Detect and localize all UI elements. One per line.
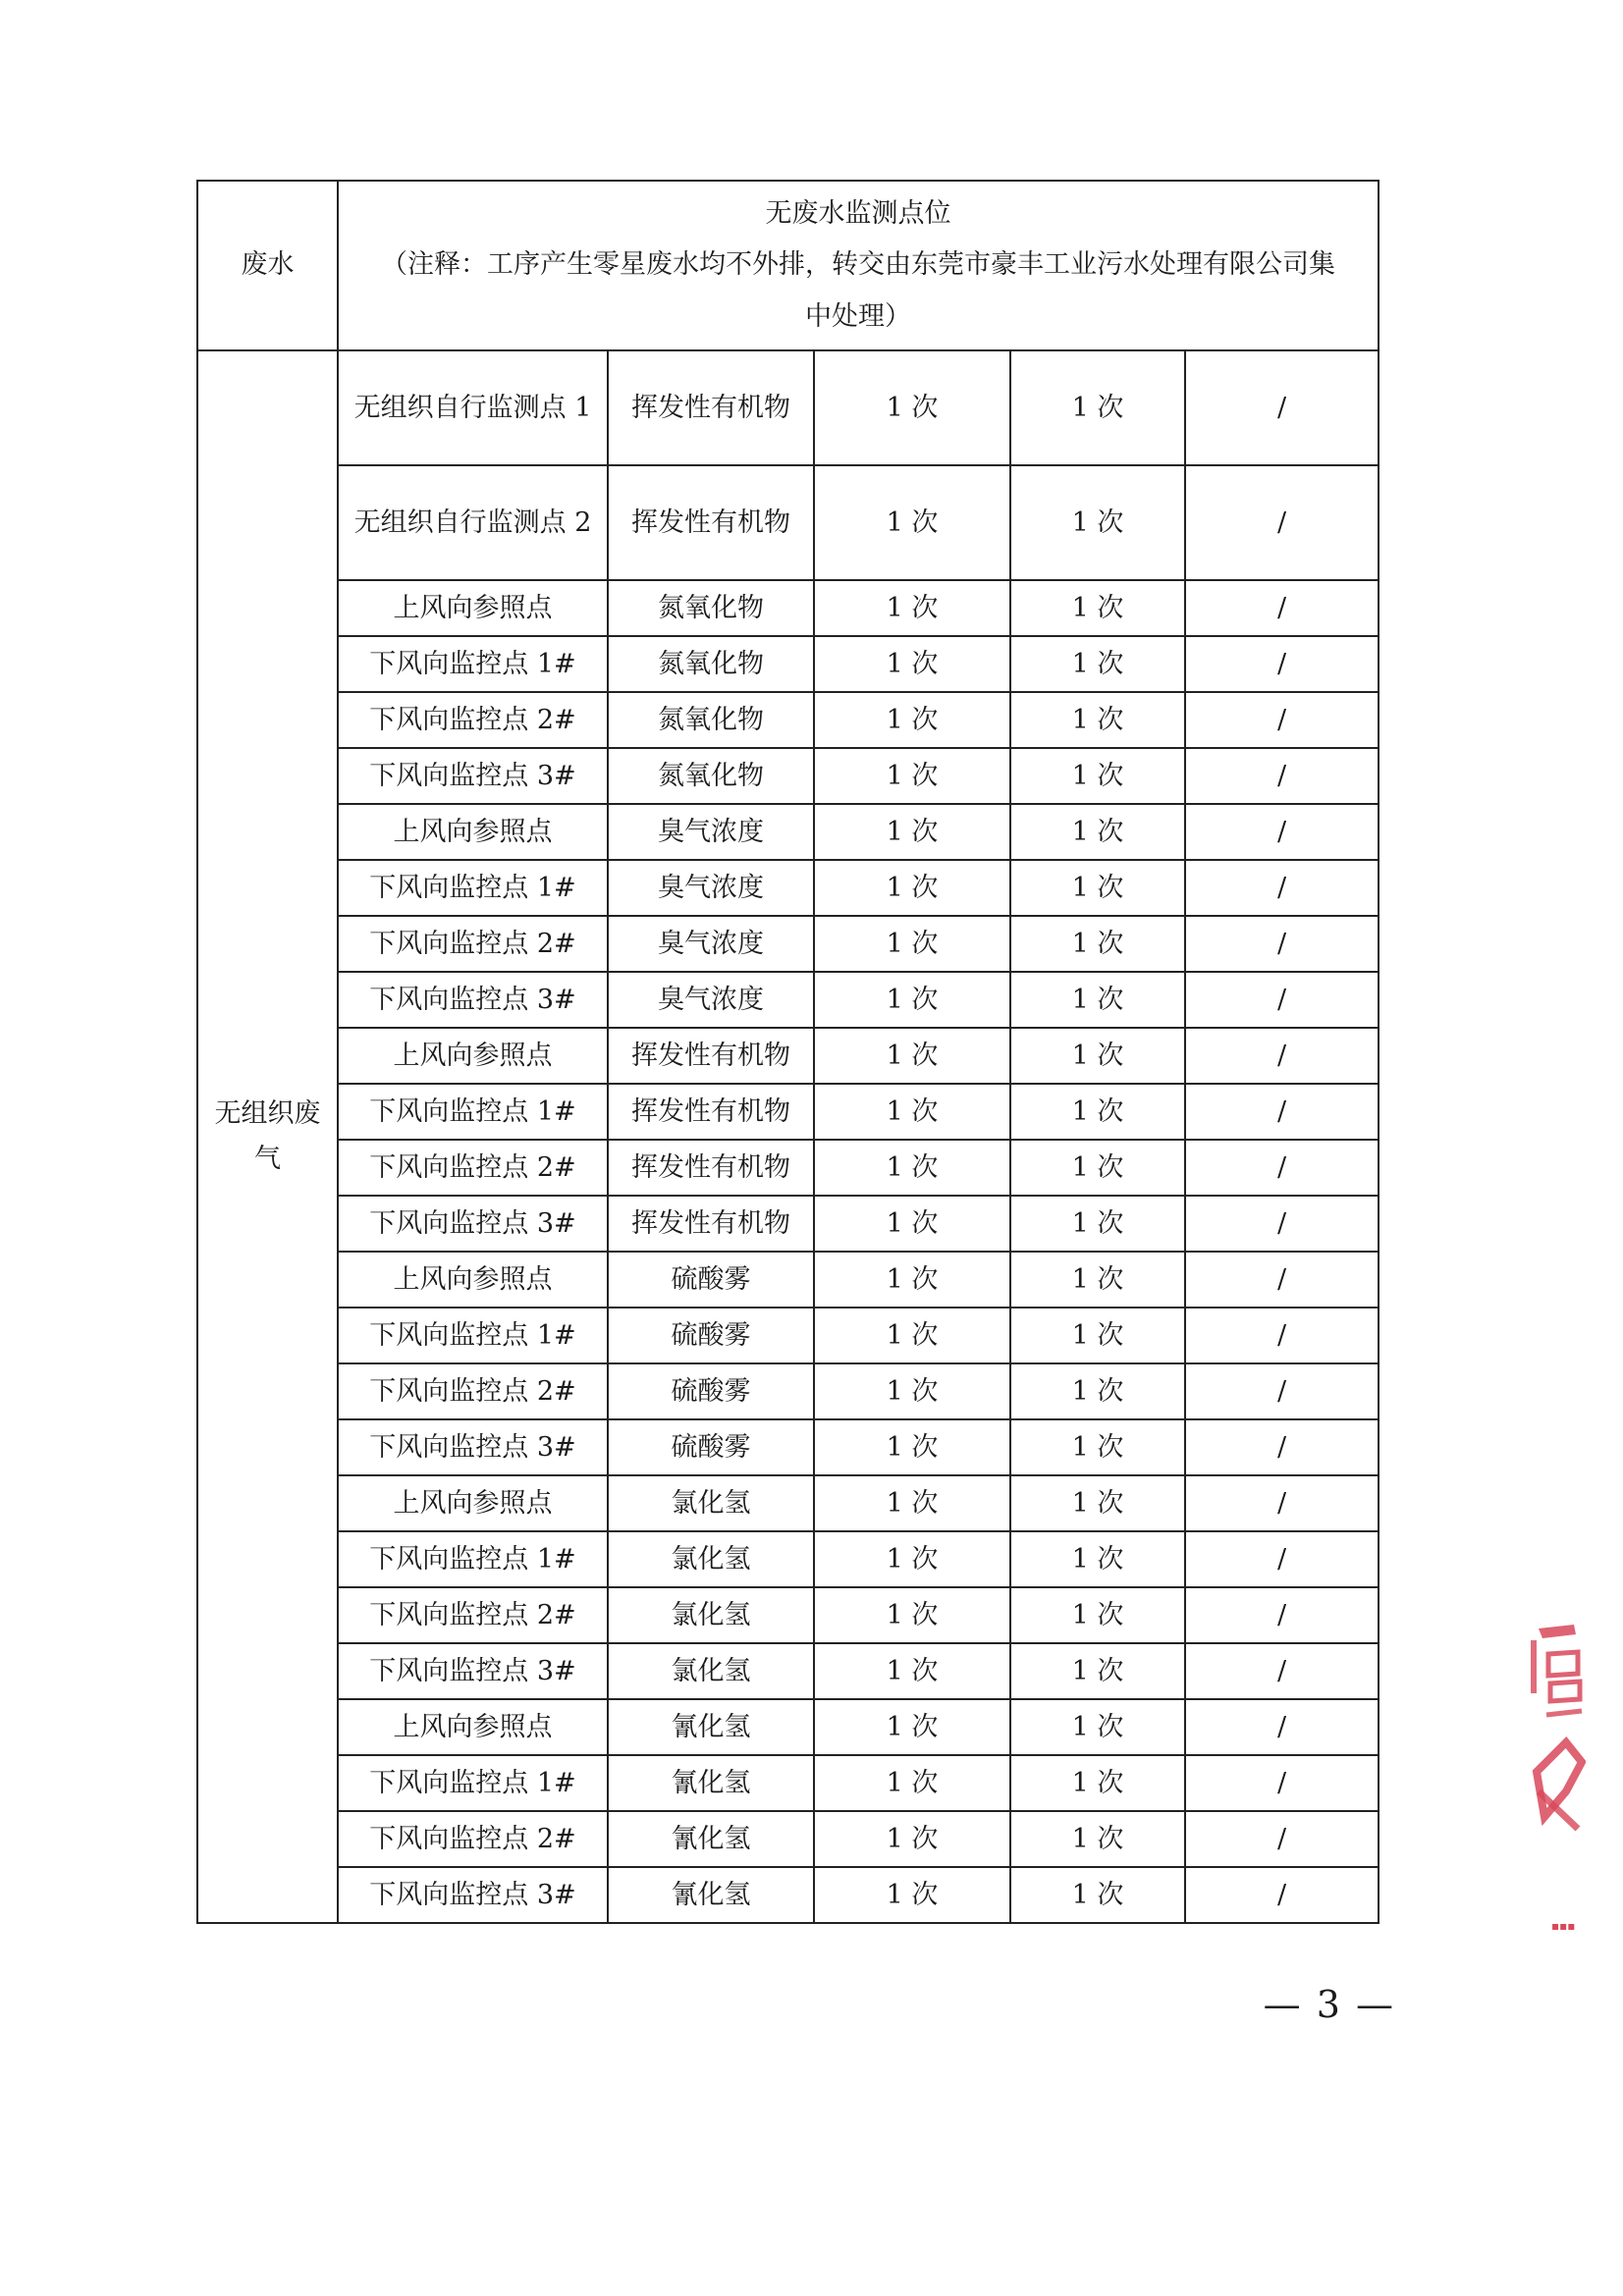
- note-cell: /: [1185, 1084, 1379, 1140]
- frequency-cell: 1 次: [1010, 636, 1185, 692]
- wastewater-row: [197, 181, 1379, 350]
- note-cell: /: [1185, 580, 1379, 636]
- pollutant-cell: 氯化氢: [608, 1643, 814, 1699]
- frequency-cell: 1 次: [1010, 1699, 1185, 1755]
- pollutant-cell: 氯化氢: [608, 1587, 814, 1643]
- monitoring-point-cell: 下风向监控点 3#: [338, 1867, 608, 1923]
- table-row: [197, 1028, 1379, 1084]
- frequency-cell: 1 次: [1010, 916, 1185, 972]
- table-row: [197, 916, 1379, 972]
- frequency-cell: 1 次: [1010, 1140, 1185, 1196]
- pollutant-cell: 氮氧化物: [608, 636, 814, 692]
- wastewater-note-cell: [338, 181, 1379, 350]
- pollutant-cell: 挥发性有机物: [608, 1140, 814, 1196]
- table-row: [197, 1531, 1379, 1587]
- pollutant-cell: 硫酸雾: [608, 1252, 814, 1308]
- table-row: [197, 972, 1379, 1028]
- pollutant-cell: 氰化氢: [608, 1699, 814, 1755]
- frequency-cell: 1 次: [814, 1531, 1010, 1587]
- frequency-cell: 1 次: [1010, 1084, 1185, 1140]
- table-row: [197, 1196, 1379, 1252]
- note-cell: /: [1185, 1587, 1379, 1643]
- frequency-cell: 1 次: [814, 860, 1010, 916]
- table-row: [197, 1811, 1379, 1867]
- pollutant-cell: 挥发性有机物: [608, 1084, 814, 1140]
- frequency-cell: 1 次: [1010, 1643, 1185, 1699]
- monitoring-point-cell: 无组织自行监测点 1: [338, 350, 608, 465]
- frequency-cell: 1 次: [814, 465, 1010, 580]
- monitoring-point-cell: 下风向监控点 2#: [338, 1140, 608, 1196]
- frequency-cell: 1 次: [814, 1196, 1010, 1252]
- pollutant-cell: 氮氧化物: [608, 692, 814, 748]
- frequency-cell: 1 次: [814, 972, 1010, 1028]
- table-row: [197, 1084, 1379, 1140]
- frequency-cell: 1 次: [1010, 1363, 1185, 1419]
- pollutant-cell: 挥发性有机物: [608, 350, 814, 465]
- stamp-fragment-icon: ▪▪▪: [1551, 1919, 1576, 1933]
- wastewater-note-line: （注释：工序产生零星废水均不外排，转交由东莞市豪丰工业污水处理有限公司集: [381, 249, 1336, 281]
- monitoring-point-cell: 下风向监控点 3#: [338, 972, 608, 1028]
- table-row: [197, 1419, 1379, 1475]
- monitoring-point-cell: 下风向监控点 2#: [338, 692, 608, 748]
- frequency-cell: 1 次: [814, 1811, 1010, 1867]
- monitoring-point-cell: 下风向监控点 3#: [338, 748, 608, 804]
- note-cell: /: [1185, 1811, 1379, 1867]
- pollutant-cell: 硫酸雾: [608, 1419, 814, 1475]
- page-number: — 3 —: [1263, 1983, 1395, 2026]
- table-row: [197, 748, 1379, 804]
- frequency-cell: 1 次: [1010, 1755, 1185, 1811]
- frequency-cell: 1 次: [1010, 465, 1185, 580]
- frequency-cell: 1 次: [1010, 1196, 1185, 1252]
- monitoring-point-cell: 下风向监控点 1#: [338, 860, 608, 916]
- monitoring-point-cell: 下风向监控点 3#: [338, 1196, 608, 1252]
- frequency-cell: 1 次: [814, 350, 1010, 465]
- pollutant-cell: 硫酸雾: [608, 1308, 814, 1363]
- frequency-cell: 1 次: [814, 1084, 1010, 1140]
- table-row: [197, 1252, 1379, 1308]
- monitoring-point-cell: 上风向参照点: [338, 580, 608, 636]
- frequency-cell: 1 次: [1010, 1811, 1185, 1867]
- pollutant-cell: 硫酸雾: [608, 1363, 814, 1419]
- frequency-cell: 1 次: [1010, 1587, 1185, 1643]
- frequency-cell: 1 次: [1010, 1308, 1185, 1363]
- table-row: [197, 1308, 1379, 1363]
- note-cell: /: [1185, 1028, 1379, 1084]
- frequency-cell: 1 次: [1010, 1419, 1185, 1475]
- frequency-cell: 1 次: [814, 636, 1010, 692]
- frequency-cell: 1 次: [1010, 1867, 1185, 1923]
- table-row: [197, 1140, 1379, 1196]
- monitoring-point-cell: 上风向参照点: [338, 804, 608, 860]
- note-cell: /: [1185, 636, 1379, 692]
- table-row: [197, 465, 1379, 580]
- frequency-cell: 1 次: [814, 1028, 1010, 1084]
- frequency-cell: 1 次: [1010, 1531, 1185, 1587]
- note-cell: /: [1185, 1252, 1379, 1308]
- frequency-cell: 1 次: [814, 1419, 1010, 1475]
- note-cell: /: [1185, 972, 1379, 1028]
- table-row: [197, 1363, 1379, 1419]
- red-seal-stamp: [1527, 1625, 1586, 1860]
- note-cell: /: [1185, 465, 1379, 580]
- pollutant-cell: 臭气浓度: [608, 804, 814, 860]
- fugitive-category-cell: 无组织废气: [197, 350, 338, 1923]
- monitoring-point-cell: 下风向监控点 1#: [338, 1308, 608, 1363]
- table-row: [197, 692, 1379, 748]
- table-row: [197, 636, 1379, 692]
- frequency-cell: 1 次: [1010, 860, 1185, 916]
- note-cell: /: [1185, 1419, 1379, 1475]
- frequency-cell: 1 次: [814, 916, 1010, 972]
- table-row: [197, 1643, 1379, 1699]
- note-cell: /: [1185, 1475, 1379, 1531]
- note-cell: /: [1185, 748, 1379, 804]
- frequency-cell: 1 次: [1010, 580, 1185, 636]
- table-row: [197, 804, 1379, 860]
- pollutant-cell: 氮氧化物: [608, 580, 814, 636]
- monitoring-point-cell: 上风向参照点: [338, 1699, 608, 1755]
- table-row: [197, 1867, 1379, 1923]
- note-cell: /: [1185, 1140, 1379, 1196]
- table-row: [197, 350, 1379, 465]
- pollutant-cell: 氰化氢: [608, 1755, 814, 1811]
- frequency-cell: 1 次: [814, 1475, 1010, 1531]
- note-cell: /: [1185, 860, 1379, 916]
- monitoring-point-cell: 下风向监控点 2#: [338, 1811, 608, 1867]
- frequency-cell: 1 次: [1010, 350, 1185, 465]
- pollutant-cell: 挥发性有机物: [608, 1028, 814, 1084]
- frequency-cell: 1 次: [814, 1699, 1010, 1755]
- pollutant-cell: 氯化氢: [608, 1531, 814, 1587]
- pollutant-cell: 挥发性有机物: [608, 465, 814, 580]
- monitoring-point-cell: 下风向监控点 2#: [338, 916, 608, 972]
- note-cell: /: [1185, 804, 1379, 860]
- table-row: [197, 580, 1379, 636]
- monitoring-point-cell: 下风向监控点 3#: [338, 1643, 608, 1699]
- frequency-cell: 1 次: [1010, 748, 1185, 804]
- table-row: [197, 1755, 1379, 1811]
- note-cell: /: [1185, 1308, 1379, 1363]
- pollutant-cell: 氮氧化物: [608, 748, 814, 804]
- monitoring-point-cell: 无组织自行监测点 2: [338, 465, 608, 580]
- note-cell: /: [1185, 1196, 1379, 1252]
- pollutant-cell: 氯化氢: [608, 1475, 814, 1531]
- frequency-cell: 1 次: [814, 580, 1010, 636]
- monitoring-point-cell: 下风向监控点 1#: [338, 1531, 608, 1587]
- frequency-cell: 1 次: [814, 1643, 1010, 1699]
- frequency-cell: 1 次: [1010, 804, 1185, 860]
- pollutant-cell: 臭气浓度: [608, 916, 814, 972]
- note-cell: /: [1185, 350, 1379, 465]
- frequency-cell: 1 次: [1010, 692, 1185, 748]
- frequency-cell: 1 次: [1010, 1252, 1185, 1308]
- wastewater-note-line: 无废水监测点位: [765, 197, 951, 229]
- monitoring-point-cell: 下风向监控点 1#: [338, 636, 608, 692]
- frequency-cell: 1 次: [814, 748, 1010, 804]
- pollutant-cell: 臭气浓度: [608, 860, 814, 916]
- monitoring-point-cell: 下风向监控点 1#: [338, 1084, 608, 1140]
- note-cell: /: [1185, 1755, 1379, 1811]
- monitoring-table: [196, 180, 1380, 1924]
- note-cell: /: [1185, 916, 1379, 972]
- frequency-cell: 1 次: [814, 1867, 1010, 1923]
- monitoring-point-cell: 下风向监控点 3#: [338, 1419, 608, 1475]
- table-row: [197, 1587, 1379, 1643]
- note-cell: /: [1185, 1699, 1379, 1755]
- frequency-cell: 1 次: [1010, 1475, 1185, 1531]
- monitoring-point-cell: 上风向参照点: [338, 1252, 608, 1308]
- note-cell: /: [1185, 1643, 1379, 1699]
- monitoring-point-cell: 下风向监控点 2#: [338, 1363, 608, 1419]
- note-cell: /: [1185, 692, 1379, 748]
- pollutant-cell: 挥发性有机物: [608, 1196, 814, 1252]
- table-row: [197, 1699, 1379, 1755]
- pollutant-cell: 臭气浓度: [608, 972, 814, 1028]
- frequency-cell: 1 次: [1010, 1028, 1185, 1084]
- frequency-cell: 1 次: [814, 1755, 1010, 1811]
- frequency-cell: 1 次: [814, 692, 1010, 748]
- wastewater-category-cell: 废水: [197, 181, 338, 350]
- frequency-cell: 1 次: [814, 1363, 1010, 1419]
- frequency-cell: 1 次: [814, 1252, 1010, 1308]
- note-cell: /: [1185, 1363, 1379, 1419]
- note-cell: /: [1185, 1531, 1379, 1587]
- frequency-cell: 1 次: [814, 1140, 1010, 1196]
- frequency-cell: 1 次: [814, 1308, 1010, 1363]
- frequency-cell: 1 次: [1010, 972, 1185, 1028]
- frequency-cell: 1 次: [814, 1587, 1010, 1643]
- monitoring-point-cell: 下风向监控点 1#: [338, 1755, 608, 1811]
- frequency-cell: 1 次: [814, 804, 1010, 860]
- pollutant-cell: 氰化氢: [608, 1867, 814, 1923]
- wastewater-note-line: 中处理）: [805, 300, 912, 332]
- note-cell: /: [1185, 1867, 1379, 1923]
- monitoring-point-cell: 上风向参照点: [338, 1475, 608, 1531]
- monitoring-point-cell: 上风向参照点: [338, 1028, 608, 1084]
- monitoring-point-cell: 下风向监控点 2#: [338, 1587, 608, 1643]
- pollutant-cell: 氰化氢: [608, 1811, 814, 1867]
- table-row: [197, 860, 1379, 916]
- table-row: [197, 1475, 1379, 1531]
